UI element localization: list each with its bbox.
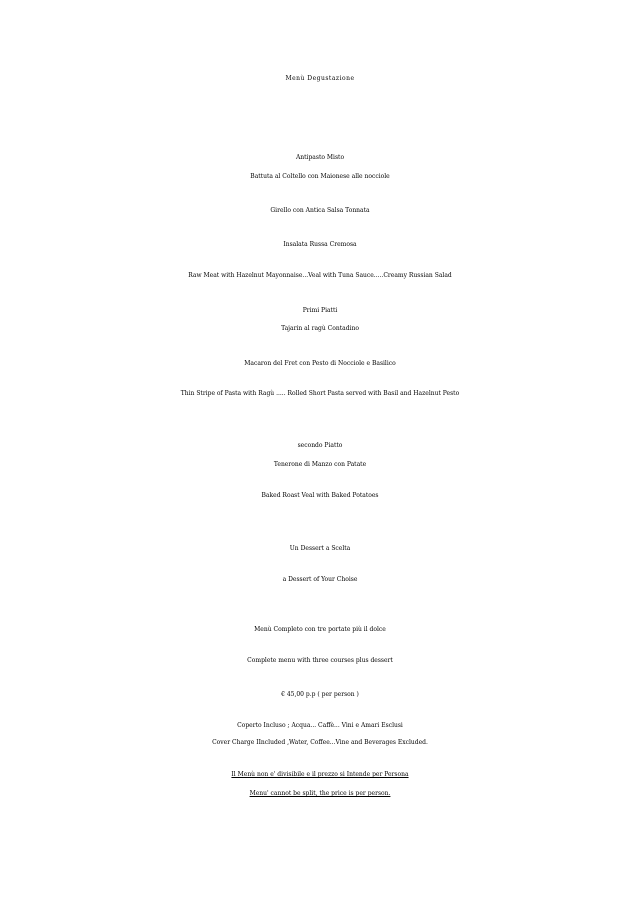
primi-dish-1: Tajarin al ragù Contadino (281, 325, 359, 332)
cover-note-en: Cover Charge IIncluded ,Water, Coffee...Vine and Beverages Excluded. (212, 739, 428, 746)
complete-menu-translation: Complete menu with three courses plus dessert (247, 657, 393, 664)
antipasto-dish-3: Insalata Russa Cremosa (283, 241, 357, 248)
cover-note-it: Coperto Incluso ; Acqua... Caffè... Vini e Amari Esclusi (237, 722, 403, 729)
primi-dish-2: Macaron del Fret con Pesto di Nocciole e Basilico (244, 360, 396, 367)
primi-label: Primi Piatti (302, 307, 338, 314)
antipasto-label: Antipasto Misto (295, 154, 345, 161)
complete-menu-title: Menù Completo con tre portate più il dolce (254, 626, 386, 633)
dessert-dish: Un Dessert a Scelta (289, 545, 351, 552)
menu-title: Menù Degustazione (285, 75, 355, 82)
primi-translation: Thin Stripe of Pasta with Ragù ..... Rolled Short Pasta served with Basil and Hazelnut Pesto (180, 390, 460, 397)
dessert-translation: a Dessert of Your Choise (282, 576, 358, 583)
secondo-label: secondo Piatto (297, 442, 343, 449)
antipasto-dish-2: Girello con Antica Salsa Tonnata (270, 207, 370, 214)
secondo-translation: Baked Roast Veal with Baked Potatoes (261, 492, 379, 499)
antipasto-translation: Raw Meat with Hazelnut Mayonnaise...Veal with Tuna Sauce.....Creamy Russian Salad (188, 272, 452, 279)
notice-it: Il Menù non e' divisibile e il prezzo si Intende per Persona (231, 771, 409, 778)
secondo-dish: Tenerone di Manzo con Patate (273, 461, 367, 468)
price: € 45,00 p.p ( per person ) (281, 691, 359, 698)
notice-en: Menu' cannot be split, the price is per person. (249, 790, 391, 797)
antipasto-dish-1: Battuta al Coltello con Maionese alle nocciole (250, 173, 390, 180)
